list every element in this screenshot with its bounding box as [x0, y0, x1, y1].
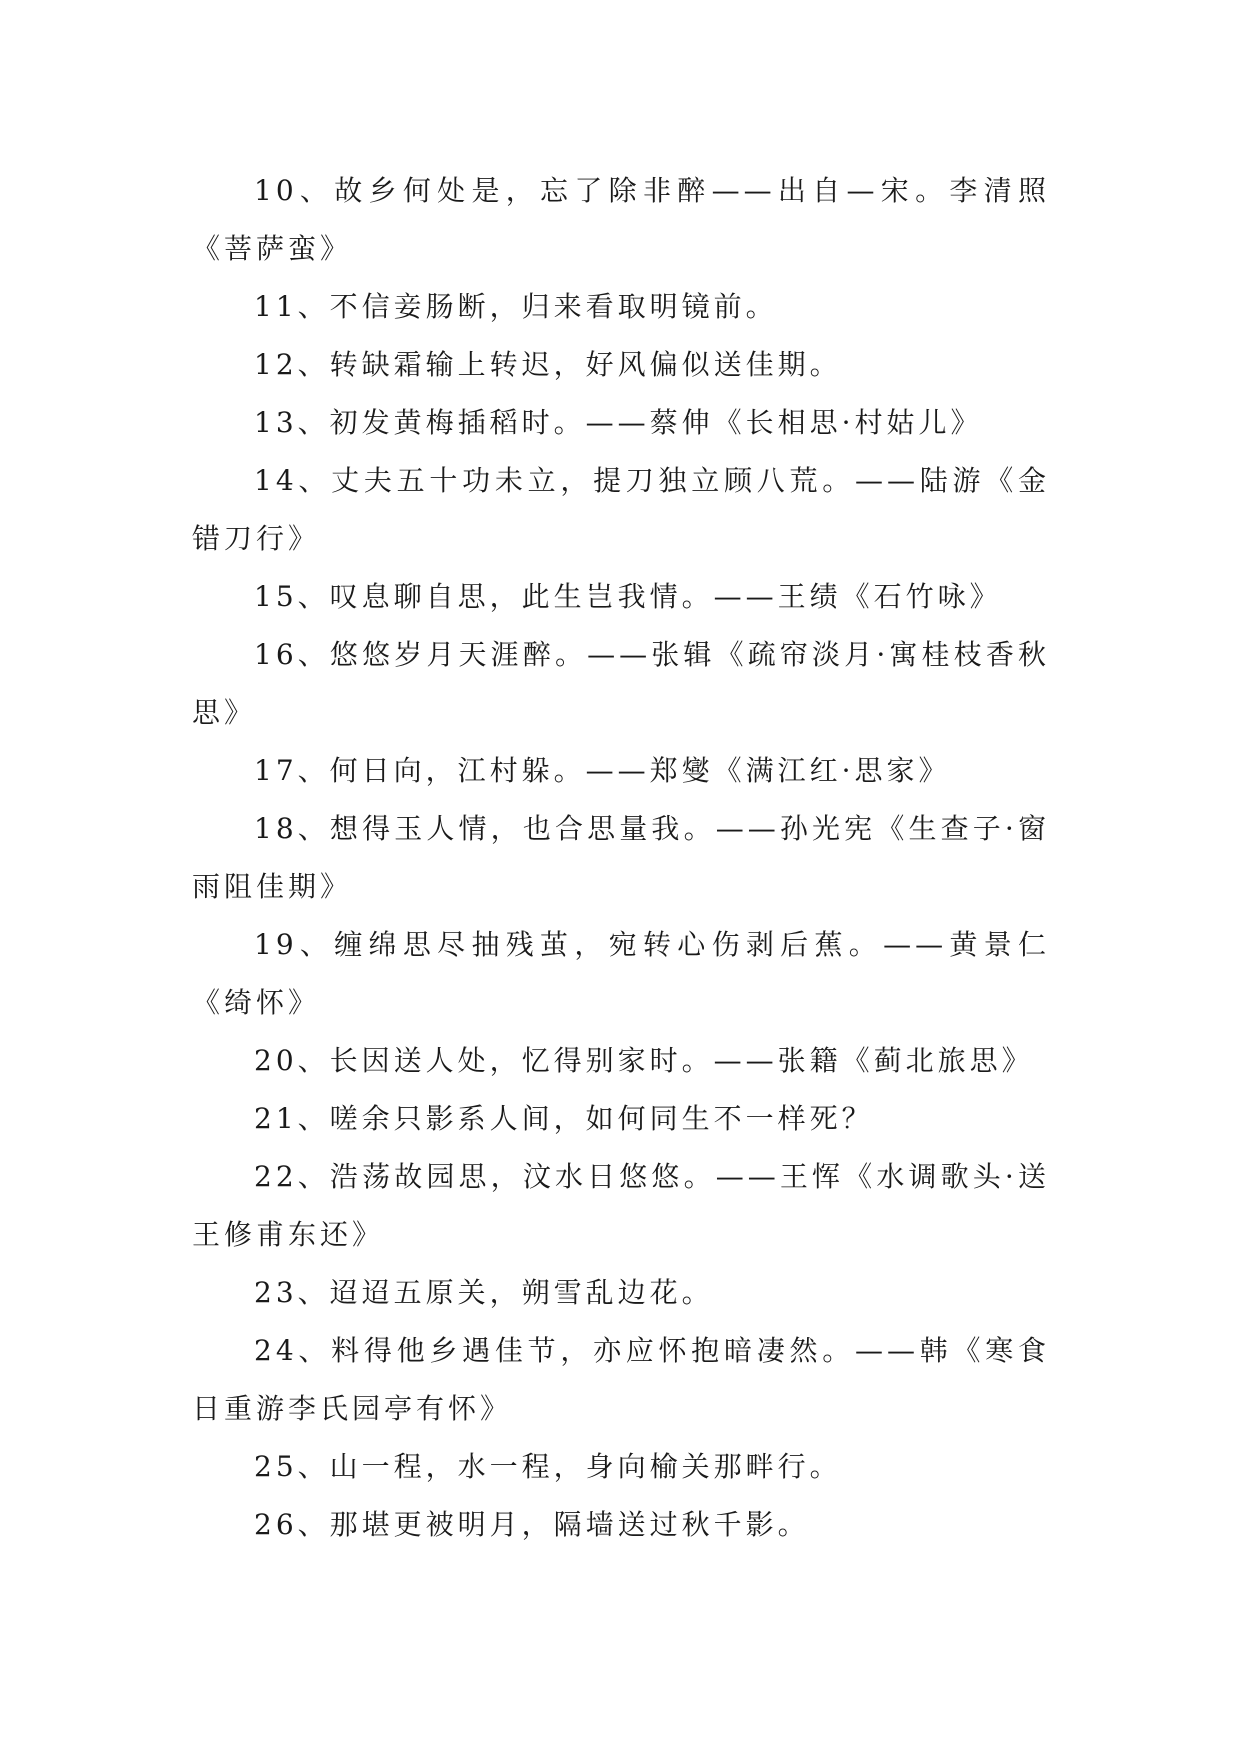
paragraph-13: 13、初发黄梅插稻时。——蔡伸《长相思·村姑儿》	[254, 406, 983, 439]
paragraph-24: 24、料得他乡遇佳节，亦应怀抱暗凄然。——韩《寒食日重游李氏园亭有怀》	[192, 1334, 1050, 1425]
paragraph-14: 14、丈夫五十功未立，提刀独立顾八荒。——陆游《金错刀行》	[192, 464, 1050, 555]
paragraph-20: 20、长因送人处，忆得别家时。——张籍《蓟北旅思》	[254, 1044, 1034, 1077]
paragraph-10: 10、故乡何处是，忘了除非醉——出自—宋。李清照《菩萨蛮》	[192, 174, 1050, 265]
paragraph-12: 12、转缺霜输上转迟，好风偏似送佳期。	[254, 348, 842, 381]
paragraph-18: 18、想得玉人情，也合思量我。——孙光宪《生查子·窗雨阻佳期》	[192, 812, 1050, 903]
paragraph-26: 26、那堪更被明月，隔墙送过秋千影。	[254, 1508, 810, 1541]
paragraph-21: 21、嗟余只影系人间，如何同生不一样死？	[254, 1102, 874, 1135]
paragraph-22: 22、浩荡故园思，汶水日悠悠。——王恽《水调歌头·送王修甫东还》	[192, 1160, 1050, 1251]
paragraph-16: 16、悠悠岁月天涯醉。——张辑《疏帘淡月·寓桂枝香秋思》	[192, 638, 1050, 729]
paragraph-15: 15、叹息聊自思，此生岂我情。——王绩《石竹咏》	[254, 580, 1002, 613]
paragraph-11: 11、不信妾肠断，归来看取明镜前。	[254, 290, 778, 323]
paragraph-19: 19、缠绵思尽抽残茧，宛转心伤剥后蕉。——黄景仁《绮怀》	[192, 928, 1050, 1019]
paragraph-23: 23、迢迢五原关，朔雪乱边花。	[254, 1276, 714, 1309]
paragraph-25: 25、山一程，水一程，身向榆关那畔行。	[254, 1450, 842, 1483]
document-body	[192, 162, 1050, 1554]
paragraph-17: 17、何日向，江村躲。——郑燮《满江红·思家》	[254, 754, 951, 787]
